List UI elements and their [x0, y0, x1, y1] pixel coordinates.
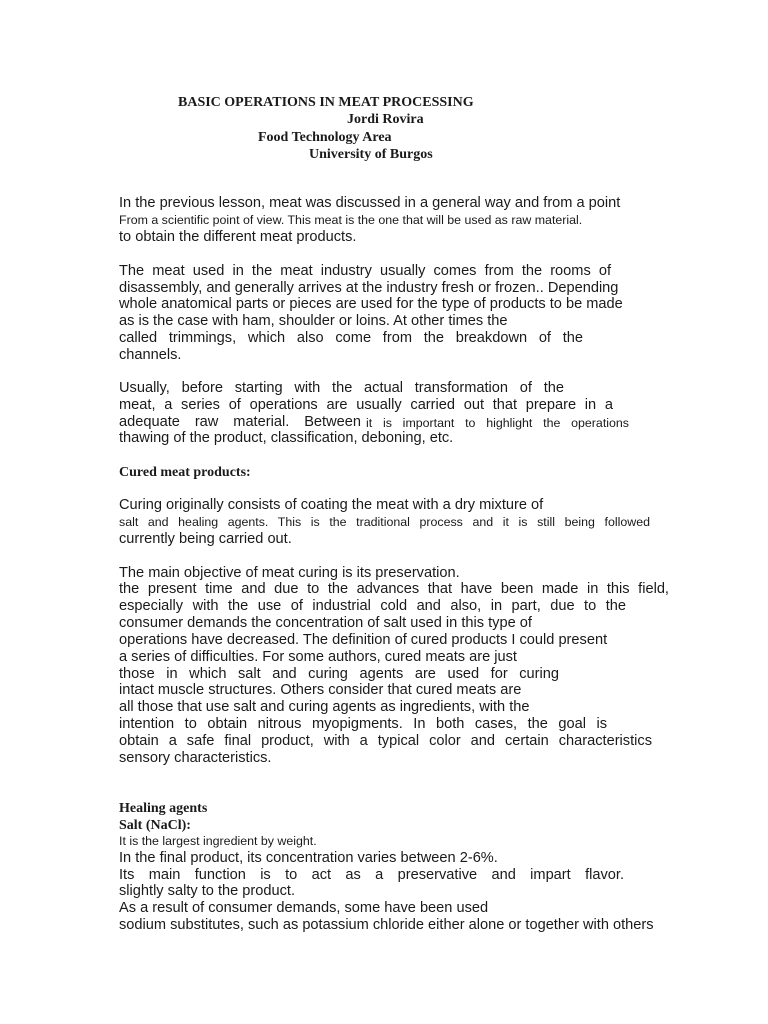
body-line: In the final product, its concentration varies between 2-6%. [119, 850, 498, 866]
body-line: salt and healing agents. This is the traditional process and it is still being followed [119, 515, 650, 529]
body-line: The main objective of meat curing is its preservation. [119, 565, 460, 581]
body-line: Usually, before starting with the actual transformation of the [119, 380, 564, 396]
body-line: called trimmings, which also come from the breakdown of the [119, 330, 583, 346]
body-line: adequate raw material. Between [119, 414, 361, 430]
body-line: The meat used in the meat industry usually comes from the rooms of [119, 263, 611, 279]
subsection-heading: Salt (NaCl): [119, 818, 191, 833]
body-line: disassembly, and generally arrives at the industry fresh or frozen.. Depending [119, 280, 619, 296]
body-line: operations have decreased. The definition of cured products I could present [119, 632, 608, 648]
body-line: It is the largest ingredient by weight. [119, 834, 317, 848]
body-line: In the previous lesson, meat was discussed in a general way and from a point [119, 195, 621, 211]
body-line: especially with the use of industrial cold and also, in part, due to the [119, 598, 626, 614]
body-line: obtain a safe final product, with a typical color and certain characteristics [119, 733, 652, 749]
body-line: as is the case with ham, shoulder or loins. At other times the [119, 313, 508, 329]
body-line: the present time and due to the advances that have been made in this field, [119, 581, 669, 597]
body-line: all those that use salt and curing agents as ingredients, with the [119, 699, 530, 715]
body-line: thawing of the product, classification, deboning, etc. [119, 430, 454, 446]
body-line: From a scientific point of view. This meat is the one that will be used as raw material. [119, 213, 583, 227]
body-line: As a result of consumer demands, some have been used [119, 900, 489, 916]
body-line: those in which salt and curing agents are used for curing [119, 666, 559, 682]
body-line: channels. [119, 347, 182, 363]
body-line: consumer demands the concentration of salt used in this type of [119, 615, 532, 631]
body-line: Its main function is to act as a preservative and impart flavor. [119, 867, 624, 883]
body-line: meat, a series of operations are usually carried out that prepare in a [119, 397, 613, 413]
body-line: Curing originally consists of coating the meat with a dry mixture of [119, 497, 544, 513]
body-line: intention to obtain nitrous myopigments. In both cases, the goal is [119, 716, 607, 732]
body-line: intact muscle structures. Others consider that cured meats are [119, 682, 522, 698]
department-name: Food Technology Area [258, 130, 392, 145]
author-name: Jordi Rovira [347, 112, 424, 127]
body-line: it is important to highlight the operations [366, 416, 629, 430]
body-line: currently being carried out. [119, 531, 292, 547]
section-heading: Cured meat products: [119, 465, 251, 480]
university-name: University of Burgos [309, 147, 433, 162]
body-line: whole anatomical parts or pieces are used for the type of products to be made [119, 296, 623, 312]
body-line: to obtain the different meat products. [119, 229, 357, 245]
body-line: sodium substitutes, such as potassium chloride either alone or together with others [119, 917, 654, 933]
section-heading: Healing agents [119, 801, 208, 816]
document-title: BASIC OPERATIONS IN MEAT PROCESSING [178, 95, 474, 110]
body-line: sensory characteristics. [119, 750, 272, 766]
body-line: a series of difficulties. For some authors, cured meats are just [119, 649, 517, 665]
body-line: slightly salty to the product. [119, 883, 296, 899]
